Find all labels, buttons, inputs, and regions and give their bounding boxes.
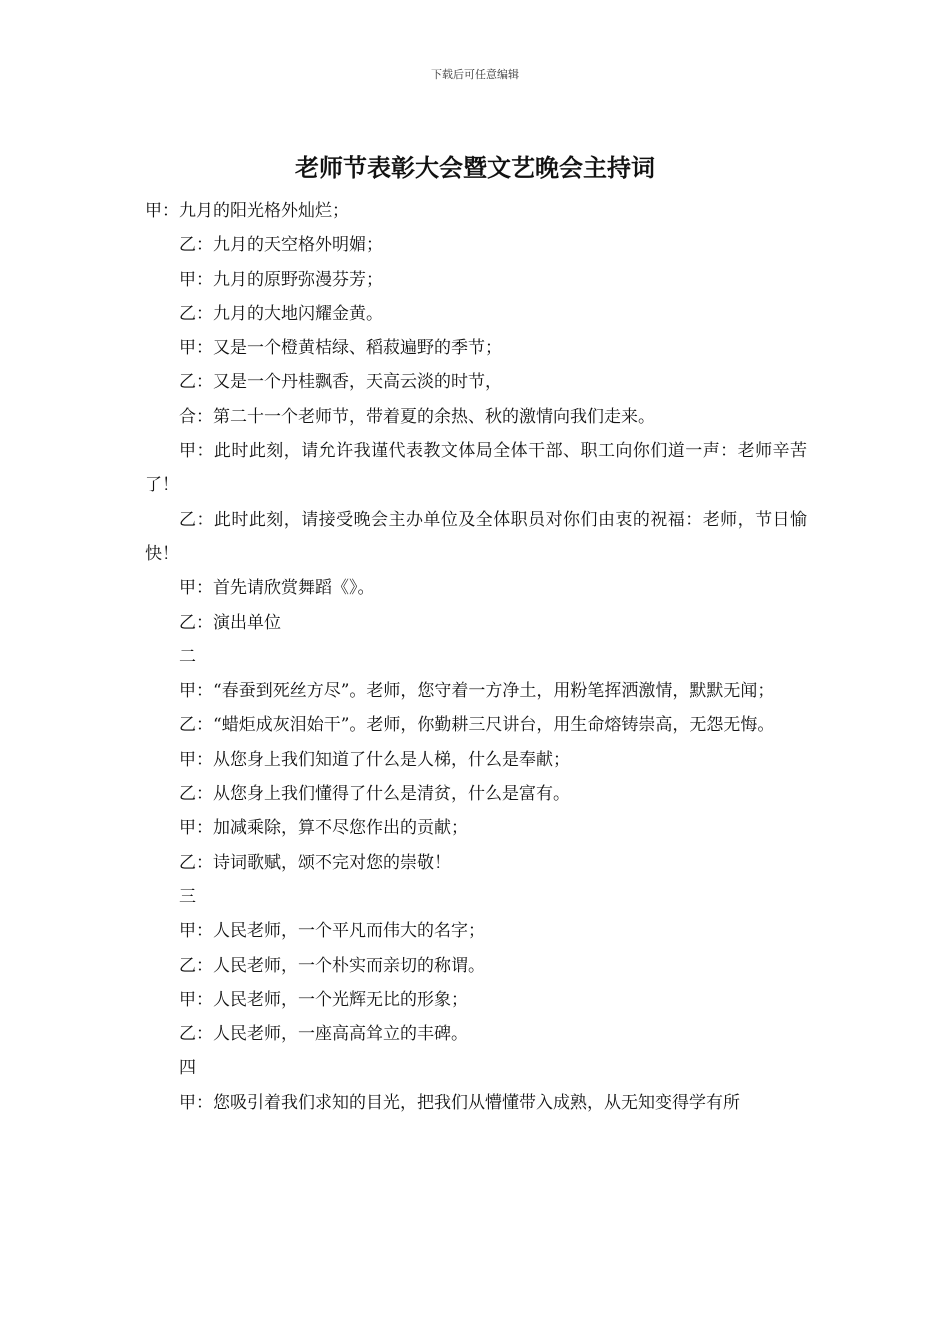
paragraph: 乙：人民老师，一个朴实而亲切的称谓。 [179,955,485,976]
document-body [145,194,807,1120]
paragraph: 甲：从您身上我们知道了什么是人梯，什么是奉献； [179,749,570,770]
paragraph: 乙：人民老师，一座高高耸立的丰碑。 [179,1024,468,1045]
paragraph: 乙：诗词歌赋，颂不完对您的崇敬！ [179,852,451,873]
paragraph: 甲：首先请欣赏舞蹈《》。 [179,578,375,599]
paragraph: 甲：加减乘除，算不尽您作出的贡献； [179,818,468,839]
paragraph: 乙：此时此刻，请接受晚会主办单位及全体职员对你们由衷的祝福：老师，节日愉快！ [145,509,807,564]
document-title: 老师节表彰大会暨文艺晚会主持词 [295,153,655,182]
header-note: 下载后可任意编辑 [431,68,519,81]
section-number: 二 [179,646,196,667]
section-number: 四 [179,1058,196,1079]
paragraph: 乙：从您身上我们懂得了什么是清贫，什么是富有。 [179,784,570,805]
paragraph: 甲：您吸引着我们求知的目光，把我们从懵懂带入成熟，从无知变得学有所 [179,1092,740,1113]
paragraph: 甲：九月的原野弥漫芬芳； [179,269,383,290]
paragraph: 甲：“春蚕到死丝方尽”。老师，您守着一方净土，用粉笔挥洒激情，默默无闻； [179,681,775,702]
paragraph: 甲：此时此刻，请允许我谨代表教文体局全体干部、职工向你们道一声：老师辛苦了！ [145,441,807,496]
paragraph: 甲：人民老师，一个光辉无比的形象； [179,989,468,1010]
paragraph: 乙：九月的大地闪耀金黄。 [179,303,383,324]
section-number: 三 [179,886,196,907]
paragraph: 甲：人民老师，一个平凡而伟大的名字； [179,921,485,942]
paragraph: 乙：九月的天空格外明媚； [179,235,383,256]
paragraph: 乙：又是一个丹桂飘香，天高云淡的时节， [179,372,502,393]
paragraph: 乙：演出单位 [179,612,281,633]
paragraph: 乙：“蜡炬成灰泪始干”。老师，你勤耕三尺讲台，用生命熔铸崇高，无怨无悔。 [179,715,775,736]
paragraph: 甲：九月的阳光格外灿烂； [145,201,349,221]
paragraph: 合：第二十一个老师节，带着夏的余热、秋的激情向我们走来。 [179,406,655,427]
paragraph: 甲：又是一个橙黄桔绿、稻菽遍野的季节； [179,338,502,359]
